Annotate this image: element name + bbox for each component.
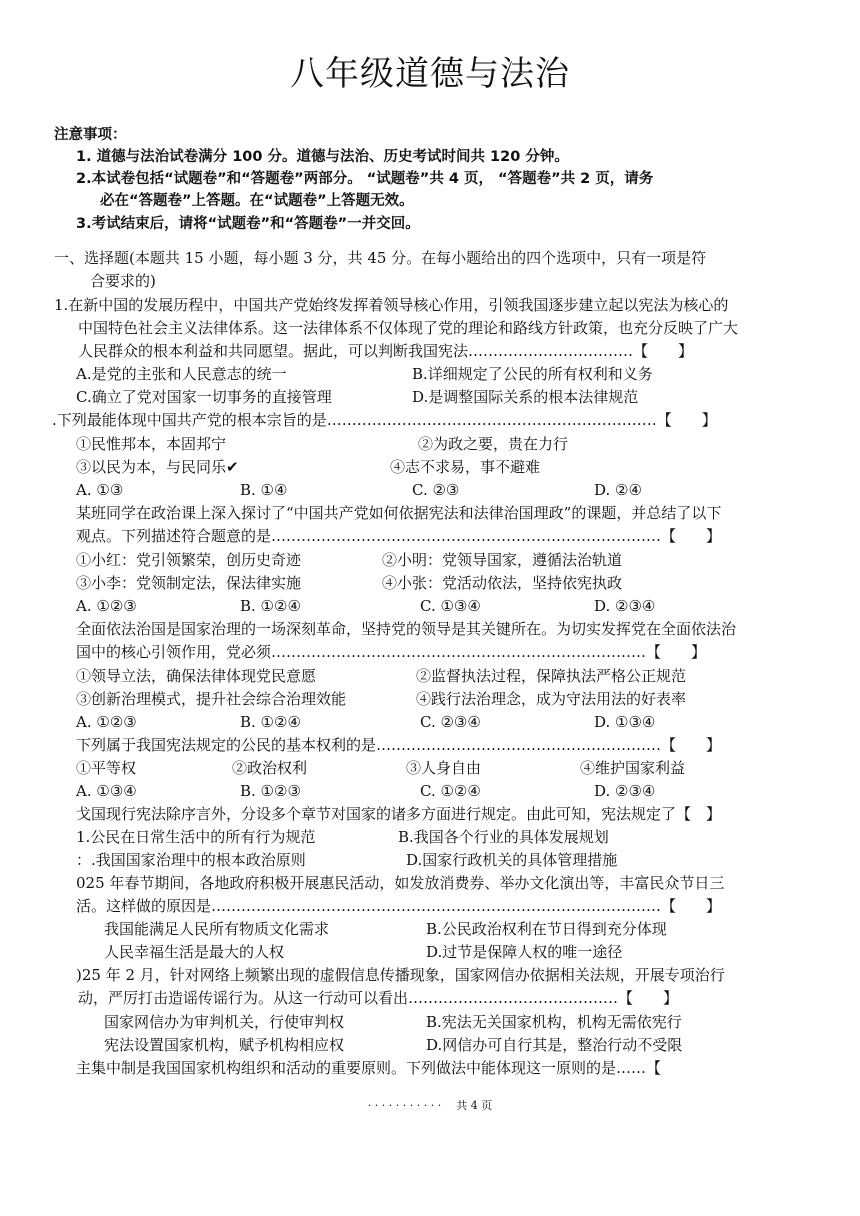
question-1-option-a: A.是党的主张和人民意志的统一 [76,365,287,383]
question-1-stem: 中国特色社会主义法律体系。这一法律体系不仅体现了党的理论和路线方针政策，也充分反映了广大 [78,319,739,337]
question-4-choice-b: B. ①②④ [240,713,301,731]
question-6-option-d: D.国家行政机关的具体管理措施 [406,851,618,869]
section-heading-cont: 合要求的) [90,272,156,290]
question-3-choice-b: B. ①②④ [240,597,301,615]
question-4-stem: 全面依法治国是国家治理的一场深刻革命，坚持党的领导是其关键所在。为切实发挥党在全面依法治 [76,620,737,638]
question-3-statement: ④小张：党活动依法，坚持依宪执政 [382,574,623,592]
question-8-stem: 动，严厉打击造谣传谣行为。从这一行动可以看出……………………………………【 】 [78,989,679,1007]
notice-item: 1. 道德与法治试卷满分 100 分。道德与法治、历史考试时间共 120 分钟。 [76,149,569,165]
question-5-choice-b: B. ①②③ [240,782,301,800]
section-heading: 一、选择题(本题共 15 小题，每小题 3 分，共 45 分。在每小题给出的四个选项中，只有一项是符 [54,249,707,267]
question-3-stem: 观点。下列描述符合题意的是……………………………………………………………………【 】 [76,527,722,545]
question-5-statement: ②政治权利 [232,759,308,777]
question-4-choice-d: D. ①③④ [594,713,656,731]
question-5-statement: ①平等权 [76,759,137,777]
question-2-choice-b: B. ①④ [240,481,288,499]
question-3-choice-a: A. ①②③ [76,597,137,615]
question-4-choice-a: A. ①②③ [76,713,137,731]
question-7-stem: 活。这样做的原因是………………………………………………………………………………【 】 [76,897,722,915]
question-7-option-c: 人民幸福生活是最大的人权 [104,943,285,961]
question-7-option-b: B.公民政治权利在节日得到充分体现 [426,920,667,938]
question-1-stem: 人民群众的根本利益和共同愿望。据此，可以判断我国宪法……………………………【 】 [78,342,694,360]
question-2-statement: ①民惟邦本，本固邦宁 [76,435,227,453]
question-2-statement: ③以民为本，与民同乐✔ [76,458,239,476]
question-5-choice-c: C. ①②④ [420,782,481,800]
page-title: 八年级道德与法治 [290,54,570,94]
question-8-option-a: 国家网信办为审判机关，行使审判权 [104,1013,345,1031]
question-6-stem: 戈国现行宪法除序言外，分设多个章节对国家的诸多方面进行规定。由此可知，宪法规定了【 】 [76,805,722,823]
question-4-stem: 国中的核心引领作用，党必须…………………………………………………………………【 】 [76,643,707,661]
question-7-stem: 025 年春节期间，各地政府积极开展惠民活动，如发放消费券、举办文化演出等，丰富民众节日三 [76,874,725,892]
page-footer [0,1098,860,1114]
question-4-statement: ②监督执法过程，保障执法严格公正规范 [416,667,687,685]
question-2-choice-a: A. ①③ [76,481,124,499]
question-2-choice-c: C. ②③ [412,481,460,499]
footer-page-count: 共 4 页 [456,1099,493,1112]
question-4-statement: ①领导立法，确保法律体现党民意愿 [76,667,317,685]
question-5-stem: 下列属于我国宪法规定的公民的基本权利的是…………………………………………………【 】 [76,736,722,754]
question-8-option-b: B.宪法无关国家机构，机构无需依宪行 [426,1013,682,1031]
question-2-choice-d: D. ②④ [594,481,642,499]
question-9-stem: 主集中制是我国国家机构组织和活动的重要原则。下列做法中能体现这一原则的是……【 [76,1059,662,1077]
question-7-option-a: 我国能满足人民所有物质文化需求 [104,920,330,938]
question-2-statement: ④志不求易，事不避难 [390,458,541,476]
question-3-stem: 某班同学在政治课上深入探讨了“中国共产党如何依据宪法和法律治国理政”的课题，并总结了以下 [76,504,722,522]
question-4-statement: ③创新治理模式，提升社会综合治理效能 [76,690,347,708]
footer-dots: · · · · · · · · · · · [367,1099,442,1112]
question-6-option-b: B.我国各个行业的具体发展规划 [398,828,609,846]
question-8-option-d: D.网信办可自行其是，整治行动不受限 [426,1036,683,1054]
question-2-stem: .下列最能体现中国共产党的根本宗旨的是…………………………………………………………【 】 [52,411,717,429]
notice-item: 必在“答题卷”上答题。在“试题卷”上答题无效。 [100,193,414,209]
notice-item: 3.考试结束后，请将“试题卷”和“答题卷”一并交回。 [76,216,420,232]
question-7-option-d: D.过节是保障人权的唯一途径 [426,943,623,961]
notice-heading: 注意事项： [54,127,127,143]
notice-item: 2.本试卷包括“试题卷”和“答题卷”两部分。 “试题卷”共 4 页， “答题卷”共 2 页，请务 [76,171,654,187]
question-3-statement: ②小明：党领导国家，遵循法治轨道 [382,551,623,569]
question-1-stem: 1.在新中国的发展历程中，中国共产党始终发挥着领导核心作用，引领我国逐步建立起以宪法为核心的 [54,296,729,314]
question-3-statement: ③小李：党领制定法，保法律实施 [76,574,302,592]
question-1-option-d: D.是调整国际关系的根本法律规范 [412,388,639,406]
question-1-option-c: C.确立了党对国家一切事务的直接管理 [76,388,332,406]
question-8-option-c: 宪法设置国家机构，赋予机构相应权 [104,1036,345,1054]
question-6-option-c: ：.我国国家治理中的根本政治原则 [76,851,306,869]
question-3-statement: ①小红：党引领繁荣，创历史奇迹 [76,551,302,569]
question-6-option-a: 1.公民在日常生活中的所有行为规范 [76,828,316,846]
question-5-choice-a: A. ①③④ [76,782,137,800]
question-5-statement: ④维护国家利益 [580,759,686,777]
question-8-stem: )25 年 2 月，针对网络上频繁出现的虚假信息传播现象，国家网信办依据相关法规，开展专项治行 [76,966,725,984]
question-3-choice-d: D. ②③④ [594,597,656,615]
question-1-option-b: B.详细规定了公民的所有权利和义务 [412,365,653,383]
question-3-choice-c: C. ①③④ [420,597,481,615]
question-4-statement: ④践行法治理念，成为守法用法的好表率 [416,690,687,708]
question-2-statement: ②为政之要，贵在力行 [418,435,569,453]
question-5-choice-d: D. ②③④ [594,782,656,800]
question-4-choice-c: C. ②③④ [420,713,481,731]
question-5-statement: ③人身自由 [406,759,482,777]
